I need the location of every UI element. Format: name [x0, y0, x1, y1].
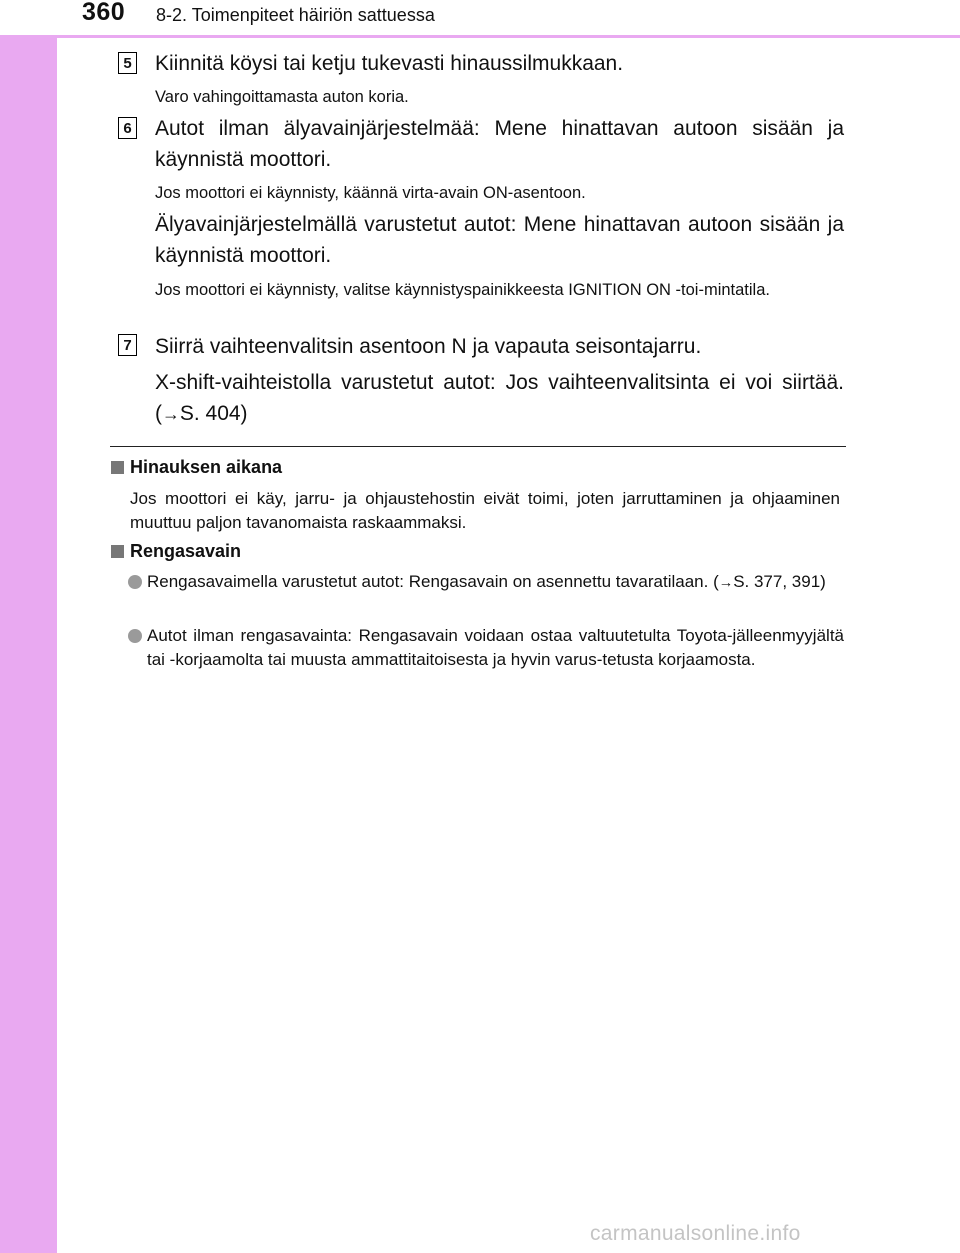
step-text: Autot ilman älyavainjärjestelmää: Mene hinattavan autoon sisään ja käynnistä moottori.	[155, 117, 844, 171]
step-text-main: X-shift-vaihteistolla varustetut autot: Jos vaihteenvalitsinta ei voi siirtää. (	[155, 371, 844, 425]
list-item-text: Rengasavaimella varustetut autot: Rengasavain on asennettu tavaratilaan. (→S. 377, 391)	[147, 572, 826, 591]
section-heading-text: Rengasavain	[130, 541, 242, 561]
side-band	[0, 0, 57, 1253]
step-note: Jos moottori ei käynnisty, käännä virta-avain ON-asentoon.	[155, 184, 586, 202]
step-number: 7	[118, 334, 137, 356]
circle-bullet-icon	[128, 629, 142, 643]
page-number: 360	[82, 0, 126, 26]
step-text: Siirrä vaihteenvalitsin asentoon N ja vapauta seisontajarru.	[155, 335, 702, 358]
header-rule	[0, 35, 960, 38]
section-heading	[111, 541, 241, 562]
page-reference: S. 404)	[179, 402, 248, 425]
step-number: 6	[118, 117, 137, 139]
arrow-right-icon: →	[718, 575, 734, 591]
square-bullet-icon	[111, 461, 124, 474]
list-item-text: Autot ilman rengasavainta: Rengasavain voidaan ostaa valtuutetulta Toyota-jälleenmyyjältä tai -korjaamolta tai muusta ammattitaitoisesta ja hyvin varus-tetusta korjaamosta.	[147, 626, 844, 669]
header	[0, 0, 960, 37]
section-title: 8-2. Toimenpiteet häiriön sattuessa	[156, 5, 435, 25]
step-note: Jos moottori ei käynnisty, valitse käynnistyspainikkeesta IGNITION ON -toi-mintatila.	[155, 281, 770, 299]
watermark: carmanualsonline.info	[590, 1222, 801, 1245]
page-reference: S. 377, 391)	[733, 572, 826, 591]
section-heading	[111, 457, 282, 478]
step-note: Varo vahingoittamasta auton koria.	[155, 88, 409, 106]
circle-bullet-icon	[128, 575, 142, 589]
list-item	[128, 570, 844, 595]
step-text: Kiinnitä köysi tai ketju tukevasti hinaussilmukkaan.	[155, 52, 624, 75]
step-text	[155, 367, 844, 430]
section-heading-text: Hinauksen aikana	[130, 457, 283, 477]
divider	[110, 446, 846, 447]
square-bullet-icon	[111, 545, 124, 558]
list-item	[128, 624, 844, 672]
step-text: Älyavainjärjestelmällä varustetut autot: Mene hinattavan autoon sisään ja käynnistä moottori.	[155, 213, 844, 267]
section-paragraph: Jos moottori ei käy, jarru- ja ohjaustehostin eivät toimi, joten jarruttaminen ja ohjaaminen muuttuu paljon tavanomaista raskaammaksi.	[130, 489, 840, 532]
arrow-right-icon: →	[162, 404, 180, 424]
step-number: 5	[118, 52, 137, 74]
